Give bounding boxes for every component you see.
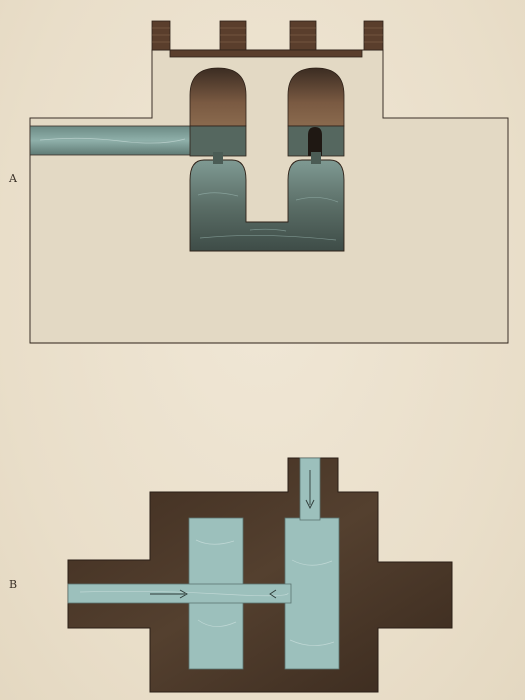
right-tank xyxy=(285,518,339,669)
figure-a-label: A xyxy=(9,172,18,185)
figure-b-label: B xyxy=(9,578,18,591)
plan-mass xyxy=(68,458,452,692)
inlet-conduit xyxy=(68,584,291,603)
